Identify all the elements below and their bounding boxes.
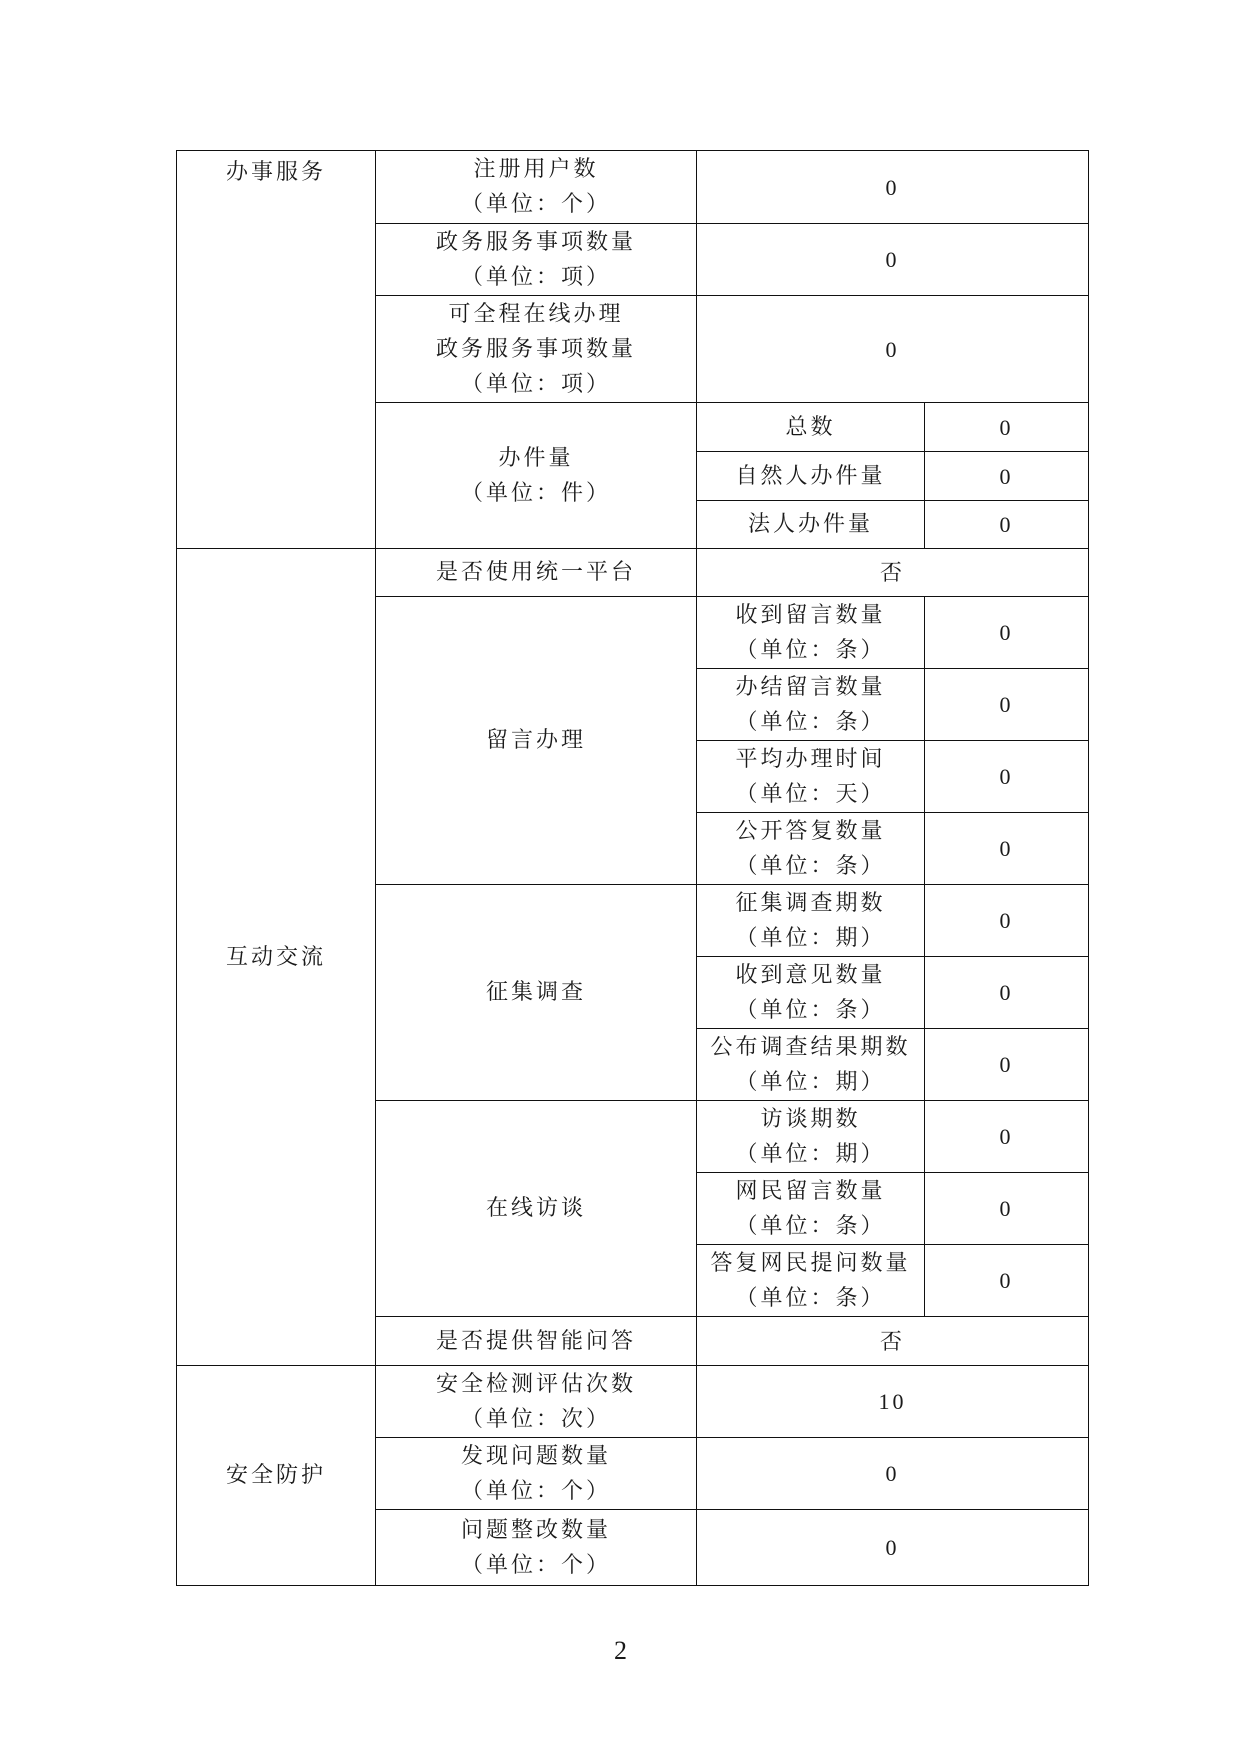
sub-label: 公布调查结果期数 （单位：期）	[697, 1029, 925, 1101]
category-security: 安全防护	[177, 1366, 376, 1586]
row-label: 可全程在线办理 政务服务事项数量 （单位：项）	[376, 296, 697, 403]
sub-label: 访谈期数 （单位：期）	[697, 1101, 925, 1173]
sub-value: 0	[925, 501, 1089, 549]
sub-label: 征集调查期数 （单位：期）	[697, 885, 925, 957]
row-label: 注册用户数 （单位：个）	[376, 151, 697, 224]
table-row	[177, 151, 1089, 224]
cases-label: 办件量 （单位：件）	[376, 403, 697, 549]
sub-value: 0	[925, 1173, 1089, 1245]
statistics-table	[176, 150, 1089, 1586]
sub-value: 0	[925, 597, 1089, 669]
sub-label: 答复网民提问数量 （单位：条）	[697, 1245, 925, 1317]
sub-label: 公开答复数量 （单位：条）	[697, 813, 925, 885]
sub-label: 总数	[697, 403, 925, 452]
sub-value: 0	[925, 885, 1089, 957]
group-label-survey: 征集调查	[376, 885, 697, 1101]
sub-label: 办结留言数量 （单位：条）	[697, 669, 925, 741]
row-value: 0	[697, 224, 1089, 296]
sub-value: 0	[925, 957, 1089, 1029]
table-row	[177, 1366, 1089, 1438]
row-label: 是否使用统一平台	[376, 549, 697, 597]
category-interaction: 互动交流	[177, 549, 376, 1366]
row-value: 否	[697, 1317, 1089, 1366]
sub-label: 网民留言数量 （单位：条）	[697, 1173, 925, 1245]
sub-value: 0	[925, 1245, 1089, 1317]
sub-label: 法人办件量	[697, 501, 925, 549]
row-value: 0	[697, 151, 1089, 224]
row-value: 0	[697, 1438, 1089, 1510]
sub-label: 平均办理时间 （单位：天）	[697, 741, 925, 813]
row-label: 问题整改数量 （单位：个）	[376, 1510, 697, 1586]
sub-value: 0	[925, 452, 1089, 501]
row-label: 安全检测评估次数 （单位：次）	[376, 1366, 697, 1438]
category-service: 办事服务	[177, 151, 376, 549]
group-label-interview: 在线访谈	[376, 1101, 697, 1317]
page-number: 2	[614, 1636, 627, 1665]
row-value: 0	[697, 296, 1089, 403]
sub-value: 0	[925, 1029, 1089, 1101]
sub-value: 0	[925, 741, 1089, 813]
sub-value: 0	[925, 1101, 1089, 1173]
sub-label: 收到意见数量 （单位：条）	[697, 957, 925, 1029]
row-label: 是否提供智能问答	[376, 1317, 697, 1366]
sub-label: 自然人办件量	[697, 452, 925, 501]
sub-value: 0	[925, 403, 1089, 452]
row-label: 发现问题数量 （单位：个）	[376, 1438, 697, 1510]
sub-value: 0	[925, 813, 1089, 885]
group-label-messages: 留言办理	[376, 597, 697, 885]
row-value: 否	[697, 549, 1089, 597]
row-label: 政务服务事项数量 （单位：项）	[376, 224, 697, 296]
sub-label: 收到留言数量 （单位：条）	[697, 597, 925, 669]
table-row	[177, 549, 1089, 597]
row-value: 0	[697, 1510, 1089, 1586]
row-value: 10	[697, 1366, 1089, 1438]
sub-value: 0	[925, 669, 1089, 741]
